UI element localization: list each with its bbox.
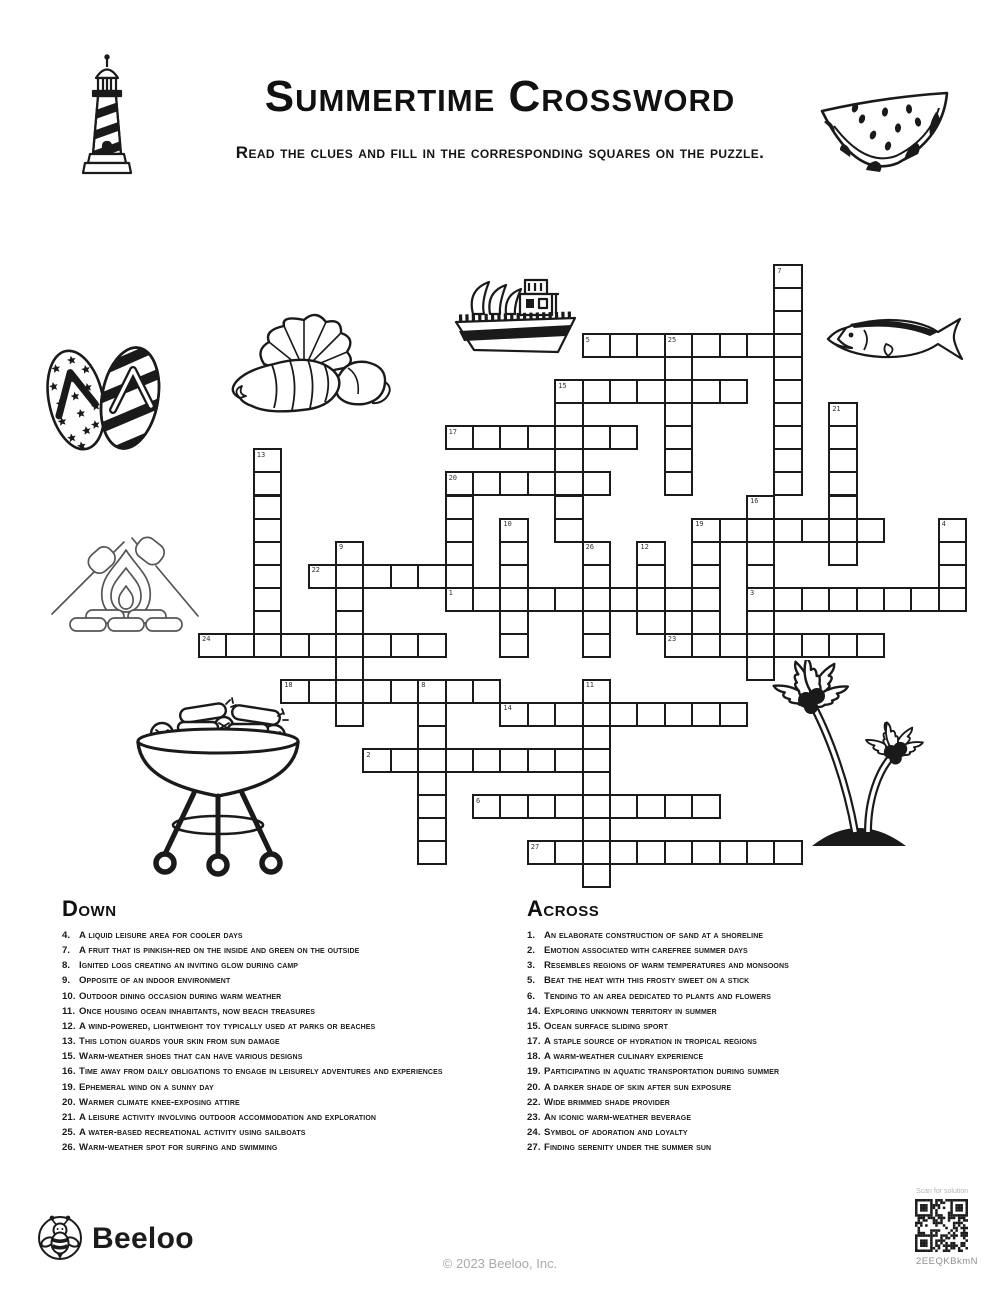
grid-cell[interactable] [362,679,391,704]
grid-cell[interactable] [390,748,419,773]
grid-cell[interactable] [335,564,364,589]
grid-cell[interactable] [472,679,501,704]
clue-across-2: 2. Emotion associated with carefree summer days [527,945,748,957]
grid-cell[interactable] [253,495,282,520]
grid-cell[interactable] [609,379,638,404]
grid-cell[interactable] [445,425,474,450]
grid-cell[interactable] [883,587,912,612]
page-title: Summertime Crossword [264,72,736,121]
cell-number: 13 [256,450,266,459]
grid-cell[interactable] [719,702,748,727]
grid-cell[interactable] [582,425,611,450]
grid-cell[interactable] [335,702,364,727]
grid-cell[interactable] [636,610,665,635]
grid-cell[interactable] [746,840,775,865]
grid-cell[interactable] [773,633,802,658]
grid-cell[interactable] [773,287,802,312]
grid-cell[interactable] [445,564,474,589]
grid-cell[interactable] [253,564,282,589]
grid-cell[interactable] [527,587,556,612]
grid-cell[interactable] [746,564,775,589]
grid-cell[interactable] [664,333,693,358]
cell-number: 5 [585,335,590,344]
grid-cell[interactable] [664,633,693,658]
clue-down-21: 21. A leisure activity involving outdoor accommodation and exploration [62,1111,377,1123]
grid-cell[interactable] [582,333,611,358]
clue-across-18: 18. A warm-weather culinary experience [527,1051,704,1063]
grid-cell[interactable] [801,633,830,658]
grid-cell[interactable] [719,633,748,658]
grid-cell[interactable] [746,587,775,612]
grid-cell[interactable] [582,633,611,658]
grid-cell[interactable] [636,794,665,819]
grid-cell[interactable] [417,794,446,819]
cell-number: 21 [832,404,841,413]
grid-cell[interactable] [746,495,775,520]
grid-cell[interactable] [746,333,775,358]
grid-cell[interactable] [582,863,611,888]
grid-cell[interactable] [417,702,446,727]
grid-cell[interactable] [828,425,857,450]
clue-down-12: 12. A wind-powered, lightweight toy typically used at parks or beaches [62,1020,376,1032]
grid-cell[interactable] [719,518,748,543]
grid-cell[interactable] [828,518,857,543]
grid-cell[interactable] [417,840,446,865]
grid-cell[interactable] [499,794,528,819]
down-clues-section [62,897,520,1155]
clue-down-15: 15. Warm-weather shoes that can have various designs [62,1051,303,1063]
crossword-grid [198,264,970,889]
cell-number: 27 [530,842,540,851]
grid-cell[interactable] [499,471,528,496]
clue-down-16: 16. Time away from daily obligations to engage in leisurely adventures and experiences [62,1066,443,1078]
grid-cell[interactable] [773,425,802,450]
grid-cell[interactable] [856,633,885,658]
cell-number: 8 [421,681,426,690]
grid-cell[interactable] [609,425,638,450]
grid-cell[interactable] [582,794,611,819]
grid-cell[interactable] [499,541,528,566]
grid-cell[interactable] [308,633,337,658]
across-heading: Across [527,896,600,921]
grid-cell[interactable] [773,471,802,496]
grid-cell[interactable] [691,702,720,727]
clue-across-22: 22. Wide brimmed shade provider [527,1096,670,1108]
grid-cell[interactable] [472,794,501,819]
grid-cell[interactable] [582,702,611,727]
clue-across-5: 5. Beat the heat with this frosty sweet on a stick [527,975,750,987]
grid-cell[interactable] [636,379,665,404]
grid-cell[interactable] [746,656,775,681]
grid-cell[interactable] [527,702,556,727]
grid-cell[interactable] [445,471,474,496]
grid-cell[interactable] [445,587,474,612]
grid-cell[interactable] [636,840,665,865]
clue-across-17: 17. A staple source of hydration in tropical regions [527,1036,757,1048]
grid-cell[interactable] [582,725,611,750]
cell-number: 14 [503,704,512,713]
grid-cell[interactable] [499,748,528,773]
grid-cell[interactable] [253,633,282,658]
grid-cell[interactable] [198,633,227,658]
grid-cell[interactable] [773,264,802,289]
grid-cell[interactable] [554,471,583,496]
page-subtitle: Read the clues and fill in the corresponding squares on the puzzle. [235,143,765,162]
grid-cell[interactable] [554,794,583,819]
cell-number: 2 [366,750,371,759]
clue-down-9: 9. Opposite of an indoor environment [62,975,231,987]
across-clues-section [527,897,977,1155]
grid-cell[interactable] [801,518,830,543]
grid-cell[interactable] [828,471,857,496]
lighthouse-icon [72,54,142,196]
grid-cell[interactable] [691,379,720,404]
grid-cell[interactable] [335,587,364,612]
grid-cell[interactable] [828,402,857,427]
grid-cell[interactable] [527,794,556,819]
grid-cell[interactable] [773,587,802,612]
grid-cell[interactable] [335,656,364,681]
grid-cell[interactable] [445,541,474,566]
grid-cell[interactable] [390,633,419,658]
grid-cell[interactable] [691,840,720,865]
grid-cell[interactable] [417,564,446,589]
grid-cell[interactable] [636,541,665,566]
cell-number: 4 [941,520,947,529]
cell-number: 25 [667,335,677,344]
grid-cell[interactable] [664,702,693,727]
clue-across-3: 3. Resembles regions of warm temperatures and monsoons [527,960,789,972]
grid-cell[interactable] [499,425,528,450]
grid-cell[interactable] [773,448,802,473]
grid-cell[interactable] [636,702,665,727]
beeloo-bee-logo-icon [36,1214,84,1262]
grid-cell[interactable] [828,448,857,473]
grid-cell[interactable] [499,702,528,727]
grid-cell[interactable] [719,840,748,865]
clue-down-7: 7. A fruit that is pinkish-red on the inside and green on the outside [62,945,360,957]
grid-cell[interactable] [554,425,583,450]
cell-number: 7 [777,266,782,275]
grid-cell[interactable] [499,518,528,543]
grid-cell[interactable] [582,840,611,865]
clue-down-20: 20. Warmer climate knee-exposing attire [62,1096,240,1108]
grid-cell[interactable] [910,587,939,612]
grid-cell[interactable] [691,564,720,589]
grid-cell[interactable] [417,771,446,796]
grid-cell[interactable] [362,748,391,773]
grid-cell[interactable] [664,379,693,404]
grid-cell[interactable] [773,840,802,865]
grid-cell[interactable] [773,333,802,358]
grid-cell[interactable] [691,633,720,658]
clue-across-27: 27. Finding serenity under the summer sun [527,1142,712,1154]
grid-cell[interactable] [527,840,556,865]
down-heading: Down [62,896,117,921]
grid-cell[interactable] [527,425,556,450]
grid-cell[interactable] [362,633,391,658]
grid-cell[interactable] [664,840,693,865]
grid-cell[interactable] [417,679,446,704]
grid-cell[interactable] [527,471,556,496]
clue-across-20: 20. A darker shade of skin after sun exposure [527,1081,732,1093]
grid-cell[interactable] [445,748,474,773]
clue-across-14: 14. Exploring unknown territory in summer [527,1005,717,1017]
cell-number: 20 [448,473,458,482]
grid-cell[interactable] [335,541,364,566]
grid-cell[interactable] [582,564,611,589]
grid-cell[interactable] [554,379,583,404]
cell-number: 6 [476,796,481,805]
cell-number: 10 [503,520,512,529]
clue-across-23: 23. An iconic warm-weather beverage [527,1111,692,1123]
grid-cell[interactable] [499,610,528,635]
grid-cell[interactable] [691,333,720,358]
grid-cell[interactable] [773,356,802,381]
grid-cell[interactable] [828,541,857,566]
grid-cell[interactable] [719,379,748,404]
grid-cell[interactable] [582,679,611,704]
copyright-text: © 2023 Beeloo, Inc. [442,1256,558,1271]
grid-cell[interactable] [664,402,693,427]
grid-cell[interactable] [582,541,611,566]
clue-across-19: 19. Participating in aquatic transportation during summer [527,1066,780,1078]
grid-cell[interactable] [472,587,501,612]
grid-cell[interactable] [335,633,364,658]
cell-number: 12 [640,543,649,552]
grid-cell[interactable] [609,840,638,865]
grid-cell[interactable] [554,840,583,865]
clue-across-24: 24. Symbol of adoration and loyalty [527,1127,688,1139]
grid-cell[interactable] [390,564,419,589]
grid-cell[interactable] [253,518,282,543]
grid-cell[interactable] [938,564,967,589]
grid-cell[interactable] [664,587,693,612]
grid-cell[interactable] [554,448,583,473]
cell-number: 11 [585,681,595,690]
grid-cell[interactable] [582,771,611,796]
grid-cell[interactable] [856,587,885,612]
grid-cell[interactable] [609,333,638,358]
clue-down-25: 25. A water-based recreational activity using sailboats [62,1127,306,1139]
grid-cell[interactable] [335,610,364,635]
cell-number: 26 [585,543,595,552]
grid-cell[interactable] [253,541,282,566]
grid-cell[interactable] [636,587,665,612]
clue-down-11: 11. Once housing ocean inhabitants, now beach treasures [62,1005,316,1017]
grid-cell[interactable] [280,679,309,704]
grid-cell[interactable] [253,471,282,496]
grid-cell[interactable] [773,310,802,335]
grid-cell[interactable] [828,633,857,658]
grid-cell[interactable] [609,794,638,819]
cell-number: 19 [695,520,704,529]
qr-label: Scan for solution [916,1188,969,1195]
grid-cell[interactable] [362,564,391,589]
grid-cell[interactable] [417,633,446,658]
grid-cell[interactable] [554,495,583,520]
grid-cell[interactable] [773,518,802,543]
grid-cell[interactable] [636,333,665,358]
clue-across-6: 6. Tending to an area dedicated to plants and flowers [527,990,772,1002]
grid-cell[interactable] [417,725,446,750]
grid-cell[interactable] [746,633,775,658]
down-clues-list [62,928,520,1155]
grid-cell[interactable] [691,518,720,543]
grid-cell[interactable] [609,702,638,727]
grid-cell[interactable] [582,471,611,496]
cell-number: 9 [339,543,344,552]
grid-cell[interactable] [554,402,583,427]
grid-cell[interactable] [609,587,638,612]
grid-cell[interactable] [582,748,611,773]
cell-number: 17 [448,427,458,436]
grid-cell[interactable] [445,495,474,520]
cell-number: 15 [558,381,567,390]
grid-cell[interactable] [554,702,583,727]
campfire-marshmallows-icon [44,492,208,632]
grid-cell[interactable] [691,541,720,566]
grid-cell[interactable] [664,356,693,381]
grid-cell[interactable] [499,564,528,589]
grid-cell[interactable] [664,425,693,450]
grid-cell[interactable] [691,794,720,819]
grid-cell[interactable] [664,471,693,496]
grid-cell[interactable] [472,471,501,496]
grid-cell[interactable] [253,587,282,612]
clue-down-8: 8. Ignited logs creating an inviting glow during camp [62,960,299,972]
cell-number: 23 [667,635,677,644]
grid-cell[interactable] [746,518,775,543]
clue-down-19: 19. Ephemeral wind on a sunny day [62,1081,214,1093]
grid-cell[interactable] [225,633,254,658]
watermelon-slice-icon [810,64,958,186]
cell-number: 22 [311,566,321,575]
grid-cell[interactable] [499,633,528,658]
grid-cell[interactable] [582,587,611,612]
grid-cell[interactable] [253,610,282,635]
cell-number: 1 [448,589,453,598]
grid-cell[interactable] [938,518,967,543]
grid-cell[interactable] [472,425,501,450]
grid-cell[interactable] [938,587,967,612]
grid-cell[interactable] [636,564,665,589]
clue-down-10: 10. Outdoor dining occasion during warm weather [62,990,282,1002]
grid-cell[interactable] [856,518,885,543]
grid-cell[interactable] [746,541,775,566]
grid-cell[interactable] [691,610,720,635]
grid-cell[interactable] [664,448,693,473]
grid-cell[interactable] [445,679,474,704]
grid-cell[interactable] [828,587,857,612]
grid-cell[interactable] [582,610,611,635]
grid-cell[interactable] [719,333,748,358]
grid-cell[interactable] [828,495,857,520]
cell-number: 16 [750,497,759,505]
flip-flops-icon [32,326,172,468]
grid-cell[interactable] [280,633,309,658]
brand-wordmark: Beeloo [92,1222,194,1255]
grid-cell[interactable] [417,817,446,842]
qr-code [915,1199,968,1252]
grid-cell[interactable] [554,748,583,773]
grid-cell[interactable] [417,748,446,773]
cell-number: 3 [750,589,755,598]
grid-cell[interactable] [253,448,282,473]
grid-cell[interactable] [554,518,583,543]
grid-cell[interactable] [527,748,556,773]
cell-number: 18 [284,681,293,690]
grid-cell[interactable] [472,748,501,773]
qr-code-text: 2EEQKBkmN [916,1256,979,1267]
grid-cell[interactable] [938,541,967,566]
clue-across-15: 15. Ocean surface sliding sport [527,1020,668,1032]
clue-down-4: 4. A liquid leisure area for cooler days [62,930,243,941]
grid-cell[interactable] [773,379,802,404]
grid-cell[interactable] [691,587,720,612]
clue-across-1: 1. An elaborate construction of sand at a shoreline [527,930,764,941]
grid-cell[interactable] [582,817,611,842]
grid-cell[interactable] [390,679,419,704]
across-clues-list [527,928,977,1155]
grid-cell[interactable] [308,564,337,589]
grid-cell[interactable] [499,587,528,612]
grid-cell[interactable] [801,587,830,612]
grid-cell[interactable] [308,679,337,704]
clue-down-13: 13. This lotion guards your skin from sun damage [62,1036,280,1048]
grid-cell[interactable] [335,679,364,704]
grid-cell[interactable] [582,379,611,404]
grid-cell[interactable] [746,610,775,635]
grid-cell[interactable] [773,402,802,427]
grid-cell[interactable] [554,587,583,612]
cell-number: 24 [202,635,211,644]
clue-down-26: 26. Warm-weather spot for surfing and swimming [62,1142,278,1154]
grid-cell[interactable] [664,794,693,819]
grid-cell[interactable] [445,518,474,543]
